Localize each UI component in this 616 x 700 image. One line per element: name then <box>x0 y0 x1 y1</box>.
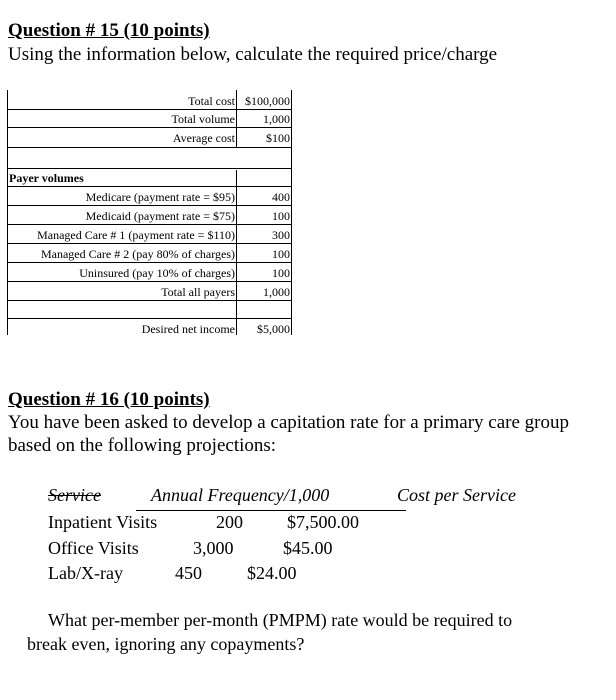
desired-net-income-value: $5,000 <box>257 322 290 336</box>
q16-title: Question # 16 (10 points) <box>8 389 210 410</box>
medicaid-value: 100 <box>272 209 290 223</box>
cost-per-service-header: Cost per Service <box>397 485 516 505</box>
managed-care-2-value: 100 <box>272 247 290 261</box>
table-row-line <box>7 109 292 110</box>
table-row-line <box>7 262 292 263</box>
q16-question-line2: break even, ignoring any copayments? <box>27 634 305 654</box>
table-mid-border <box>236 170 237 335</box>
row-cost: $45.00 <box>283 538 333 558</box>
row-cost: $7,500.00 <box>287 512 359 532</box>
managed-care-2-label: Managed Care # 2 (pay 80% of charges) <box>40 247 235 261</box>
payer-volumes-header: Payer volumes <box>9 171 84 185</box>
desired-net-income-label: Desired net income <box>141 322 235 336</box>
table-row-line <box>7 168 292 169</box>
table-row-line <box>7 147 292 148</box>
q16-text-line1: You have been asked to develop a capitation rate for a primary care group <box>8 412 569 433</box>
total-all-payers-label: Total all payers <box>161 285 235 299</box>
table-row-line <box>7 243 292 244</box>
q16-question-line1: What per-member per-month (PMPM) rate would be required to <box>48 610 513 630</box>
table-row-line <box>7 318 292 319</box>
service-header: Service <box>48 485 101 505</box>
row-frequency: 200 <box>216 512 243 532</box>
row-service: Office Visits <box>48 538 139 558</box>
table-row-line <box>7 281 292 282</box>
table-row-line <box>7 224 292 225</box>
q16-text-line2: based on the following projections: <box>8 435 277 456</box>
uninsured-label: Uninsured (pay 10% of charges) <box>79 266 235 280</box>
medicare-label: Medicare (payment rate = $95) <box>85 190 235 204</box>
table-row-line <box>7 127 292 128</box>
row-service: Lab/X-ray <box>48 563 123 583</box>
total-volume-label: Total volume <box>171 112 235 126</box>
table-row-line <box>7 300 292 301</box>
row-service: Inpatient Visits <box>48 512 158 532</box>
medicaid-label: Medicaid (payment rate = $75) <box>85 209 235 223</box>
average-cost-value: $100 <box>266 131 290 145</box>
row-frequency: 3,000 <box>193 538 234 558</box>
row-cost: $24.00 <box>247 563 297 583</box>
medicare-value: 400 <box>272 190 290 204</box>
table-row-line <box>7 205 292 206</box>
annual-frequency-header: Annual Frequency/1,000 <box>151 485 330 505</box>
managed-care-1-value: 300 <box>272 228 290 242</box>
row-frequency: 450 <box>175 563 202 583</box>
managed-care-1-label: Managed Care # 1 (payment rate = $110) <box>37 228 235 242</box>
total-all-payers-value: 1,000 <box>263 285 290 299</box>
table-mid-border <box>236 90 237 148</box>
total-cost-value: $100,000 <box>245 94 290 108</box>
header-underline <box>136 510 406 511</box>
table-row-line <box>7 186 292 187</box>
q15-text: Using the information below, calculate the required price/charge <box>8 44 498 65</box>
total-volume-value: 1,000 <box>263 112 290 126</box>
uninsured-value: 100 <box>272 266 290 280</box>
average-cost-label: Average cost <box>172 131 235 145</box>
total-cost-label: Total cost <box>188 94 235 108</box>
q15-title: Question # 15 (10 points) <box>8 20 210 41</box>
